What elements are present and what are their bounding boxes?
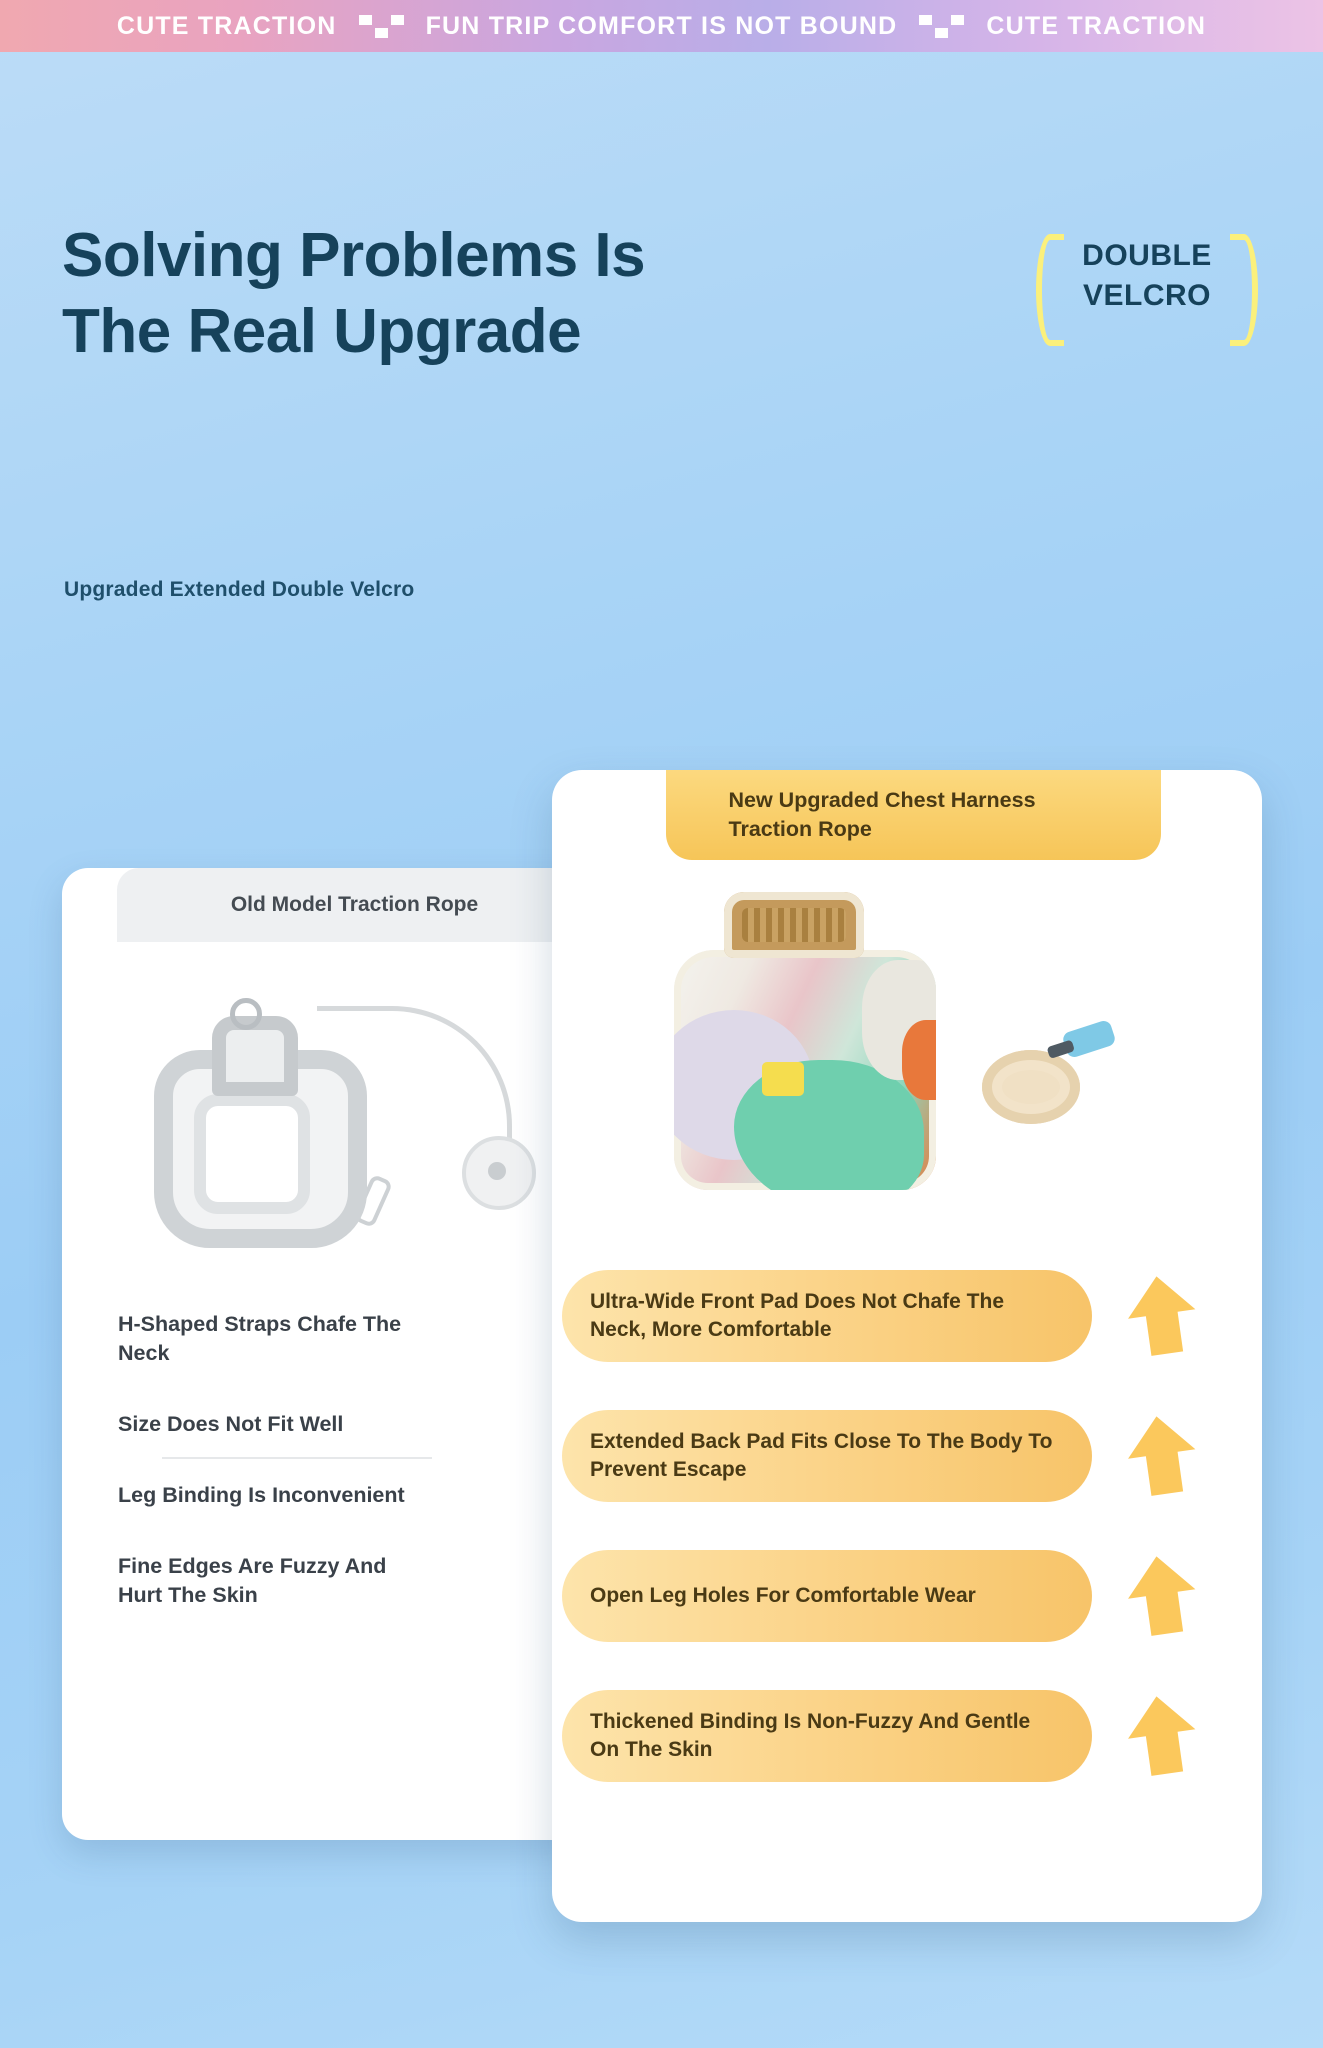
page-title: Solving Problems Is The Real Upgrade	[62, 221, 646, 367]
new-harness-illustration	[552, 880, 1262, 1250]
banner-dots-icon	[359, 15, 404, 38]
feature-label: Extended Back Pad Fits Close To The Body To Prevent Escape	[590, 1429, 1053, 1481]
harness-color-blob-4	[902, 1020, 936, 1100]
badge-line-2: VELCRO	[1082, 278, 1211, 312]
feature-pill	[562, 1550, 1092, 1642]
page-subtitle: Upgraded Extended Double Velcro	[64, 578, 415, 601]
banner-text-middle: FUN TRIP COMFORT IS NOT BOUND	[425, 11, 898, 40]
old-harness-neck-icon	[212, 1016, 298, 1096]
new-model-tab-label: New Upgraded Chest Harness Traction Rope	[728, 787, 1036, 841]
up-arrow-icon	[1122, 1554, 1202, 1638]
bracket-left-icon	[1036, 234, 1064, 346]
leash-coil-icon	[982, 1050, 1080, 1124]
list-item	[62, 1530, 592, 1630]
up-arrow-icon	[1122, 1414, 1202, 1498]
old-harness-ring-icon	[230, 998, 262, 1030]
old-harness-illustration	[62, 954, 592, 1284]
banner-dots-icon-2	[919, 15, 964, 38]
old-leash-reel-icon	[462, 1136, 536, 1210]
banner-text-right: CUTE TRACTION	[986, 11, 1207, 40]
feature-label: Ultra-Wide Front Pad Does Not Chafe The Neck, More Comfortable	[590, 1289, 1005, 1341]
badge-line-1: DOUBLE	[1082, 239, 1212, 272]
old-harness-inner-icon	[194, 1094, 310, 1214]
list-item	[62, 1459, 592, 1530]
new-leash-illustration	[972, 1020, 1122, 1130]
banner-text-left: CUTE TRACTION	[116, 11, 337, 40]
double-velcro-badge	[1036, 228, 1258, 340]
up-arrow-icon	[1122, 1694, 1202, 1778]
feature-label: Thickened Binding Is Non-Fuzzy And Gentle On The Skin	[590, 1709, 1031, 1761]
new-harness-body-icon	[674, 950, 936, 1190]
old-model-issue-list	[62, 1288, 592, 1630]
top-marquee-banner	[0, 0, 1323, 52]
list-item	[62, 1388, 592, 1459]
leash-clip-icon	[1061, 1019, 1117, 1059]
bracket-right-icon	[1230, 234, 1258, 346]
feature-row	[562, 1270, 1262, 1362]
old-model-tab	[117, 868, 592, 942]
feature-pill	[562, 1410, 1092, 1502]
feature-row	[562, 1410, 1262, 1502]
new-model-tab	[666, 770, 1161, 860]
old-issue-label: Leg Binding Is Inconvenient	[118, 1483, 405, 1508]
new-harness-neck-pad-icon	[724, 892, 864, 958]
old-model-tab-label: Old Model Traction Rope	[230, 893, 479, 916]
feature-pill	[562, 1270, 1092, 1362]
feature-pill	[562, 1690, 1092, 1782]
feature-row	[562, 1690, 1262, 1782]
old-issue-label: H-Shaped Straps Chafe The Neck	[118, 1312, 402, 1366]
badge-text	[1062, 236, 1232, 315]
harness-brand-tag-icon	[762, 1062, 804, 1096]
feature-label: Open Leg Holes For Comfortable Wear	[590, 1583, 976, 1607]
up-arrow-icon	[1122, 1274, 1202, 1358]
old-issue-label: Size Does Not Fit Well	[118, 1412, 344, 1437]
list-item	[62, 1288, 592, 1388]
old-model-card	[62, 868, 592, 1840]
old-issue-label: Fine Edges Are Fuzzy And Hurt The Skin	[118, 1554, 387, 1608]
new-model-card	[552, 770, 1262, 1922]
feature-row	[562, 1550, 1262, 1642]
